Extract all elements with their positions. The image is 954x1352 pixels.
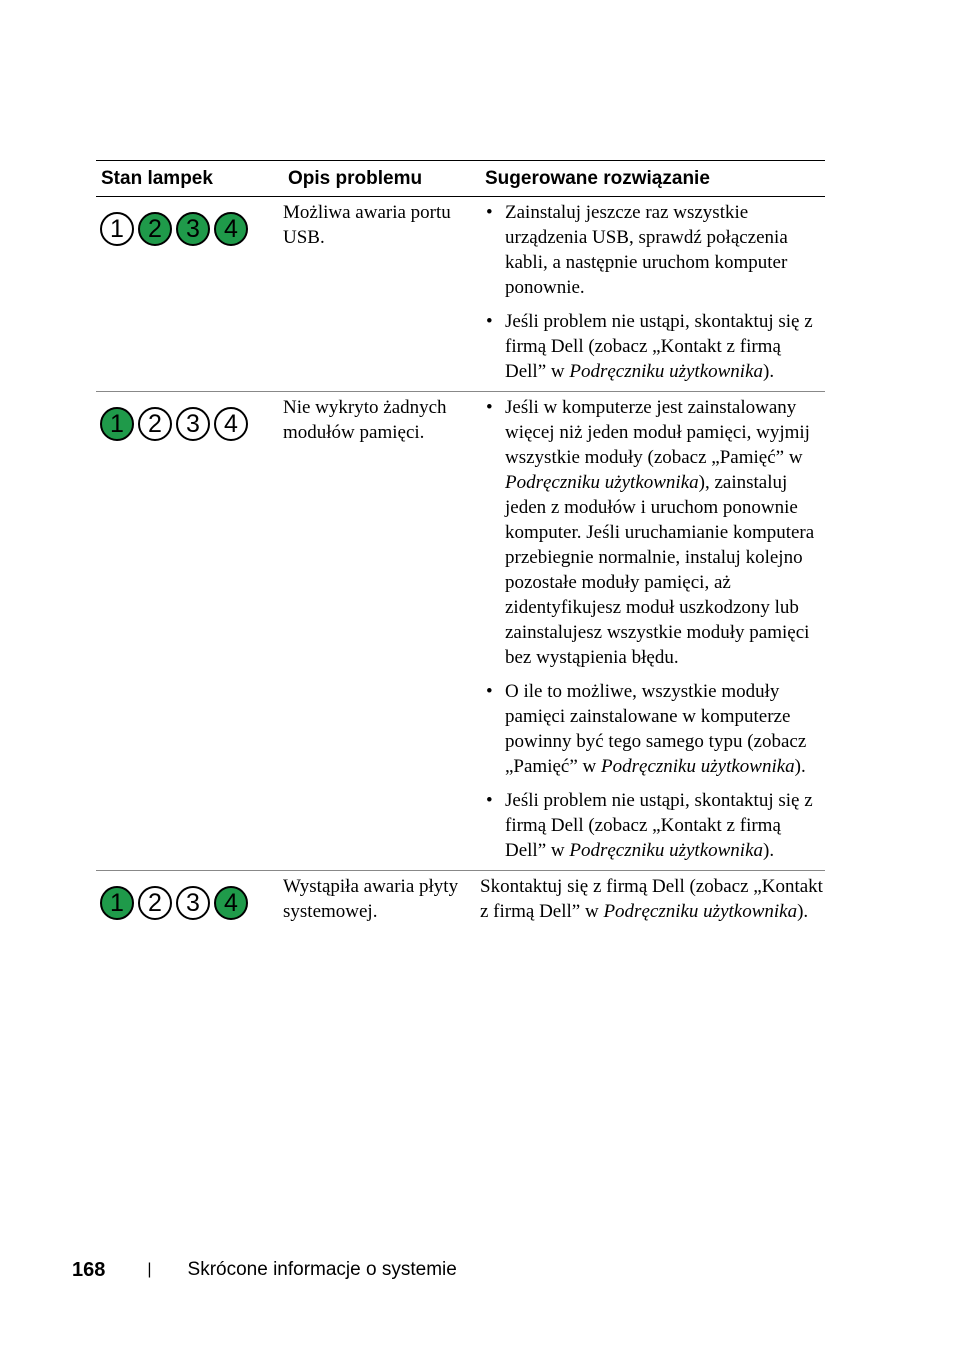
diagnostic-light-2: 2 (138, 886, 172, 920)
light-pattern (96, 197, 283, 246)
diagnostic-light-2: 2 (138, 212, 172, 246)
diagnostic-lights-table (96, 160, 825, 931)
bullet-icon: • (486, 790, 493, 811)
diagnostic-light-3: 3 (176, 212, 210, 246)
manual-reference: Podręczniku użytkownika (569, 840, 764, 861)
diagnostic-light-1: 1 (100, 212, 134, 246)
problem-description: Nie wykryto żadnych modułów pamięci. (283, 397, 447, 443)
problem-description: Możliwa awaria portu USB. (283, 202, 451, 248)
diagnostic-light-1: 1 (100, 886, 134, 920)
table-row (96, 197, 825, 391)
table-row (96, 392, 825, 870)
bullet-icon: • (486, 311, 493, 332)
suggested-solution (480, 392, 825, 870)
solution-item: • Zainstaluj jeszcze raz wszystkie urządzenia USB, sprawdź połączenia kabli, a następnie uruchom komputer ponownie. (486, 202, 788, 298)
page-number: 168 (72, 1258, 106, 1281)
manual-reference: Podręczniku użytkownika (601, 756, 795, 777)
light-pattern (96, 392, 283, 441)
suggested-solution (480, 197, 825, 391)
solution-item: • Jeśli problem nie ustąpi, skontaktuj się z firmą Dell (zobacz „Kontakt z firmą Dell” w Podręczniku użytkownika). (486, 311, 813, 382)
diagnostic-light-3: 3 (176, 886, 210, 920)
manual-reference: Podręczniku użytkownika (603, 901, 798, 922)
header-problem-description: Opis problemu (288, 167, 423, 189)
diagnostic-light-4: 4 (214, 212, 248, 246)
diagnostic-light-4: 4 (214, 407, 248, 441)
section-title: Skrócone informacje o systemie (187, 1259, 457, 1280)
header-light-status: Stan lampek (101, 167, 213, 189)
solution-item: • Jeśli problem nie ustąpi, skontaktuj się z firmą Dell (zobacz „Kontakt z firmą Dell” w Podręczniku użytkownika). (486, 790, 813, 861)
diagnostic-light-1: 1 (100, 407, 134, 441)
bullet-icon: • (486, 397, 493, 418)
diagnostic-light-2: 2 (138, 407, 172, 441)
manual-reference: Podręczniku użytkownika (569, 361, 764, 382)
footer-separator: | (147, 1261, 152, 1278)
diagnostic-light-4: 4 (214, 886, 248, 920)
solution-item: • O ile to możliwe, wszystkie moduły pamięci zainstalowane w komputerze powinny być tego samego typu (zobacz „Pamięć” w Podręczniku użytkownika). (486, 681, 807, 777)
table-header-row (96, 161, 825, 196)
solution-item: • Jeśli w komputerze jest zainstalowany więcej niż jeden moduł pamięci, wyjmij wszystkie moduły (zobacz „Pamięć” w Podręczniku użytkownika), zainstaluj jeden z modułów i uruchom ponownie komputer. Jeśli uruchamianie komputera przebiegnie normalnie, instaluj kolejno pozostałe moduły pamięci, aż zidentyfikujesz moduł uszkodzony lub zainstalujesz wszystkie moduły pamięci bez wystąpienia błędu. (486, 397, 815, 668)
page-footer (72, 1255, 457, 1285)
bullet-icon: • (486, 202, 493, 223)
light-pattern (96, 871, 283, 920)
table-row (96, 871, 825, 931)
diagnostic-light-3: 3 (176, 407, 210, 441)
header-suggested-solution: Sugerowane rozwiązanie (485, 167, 710, 189)
bullet-icon: • (486, 681, 493, 702)
problem-description: Wystąpiła awaria płyty systemowej. (283, 876, 459, 922)
suggested-solution: Skontaktuj się z firmą Dell (zobacz „Kontakt z firmą Dell” w Podręczniku użytkownika). (480, 876, 823, 922)
manual-reference: Podręczniku użytkownika (505, 472, 699, 493)
